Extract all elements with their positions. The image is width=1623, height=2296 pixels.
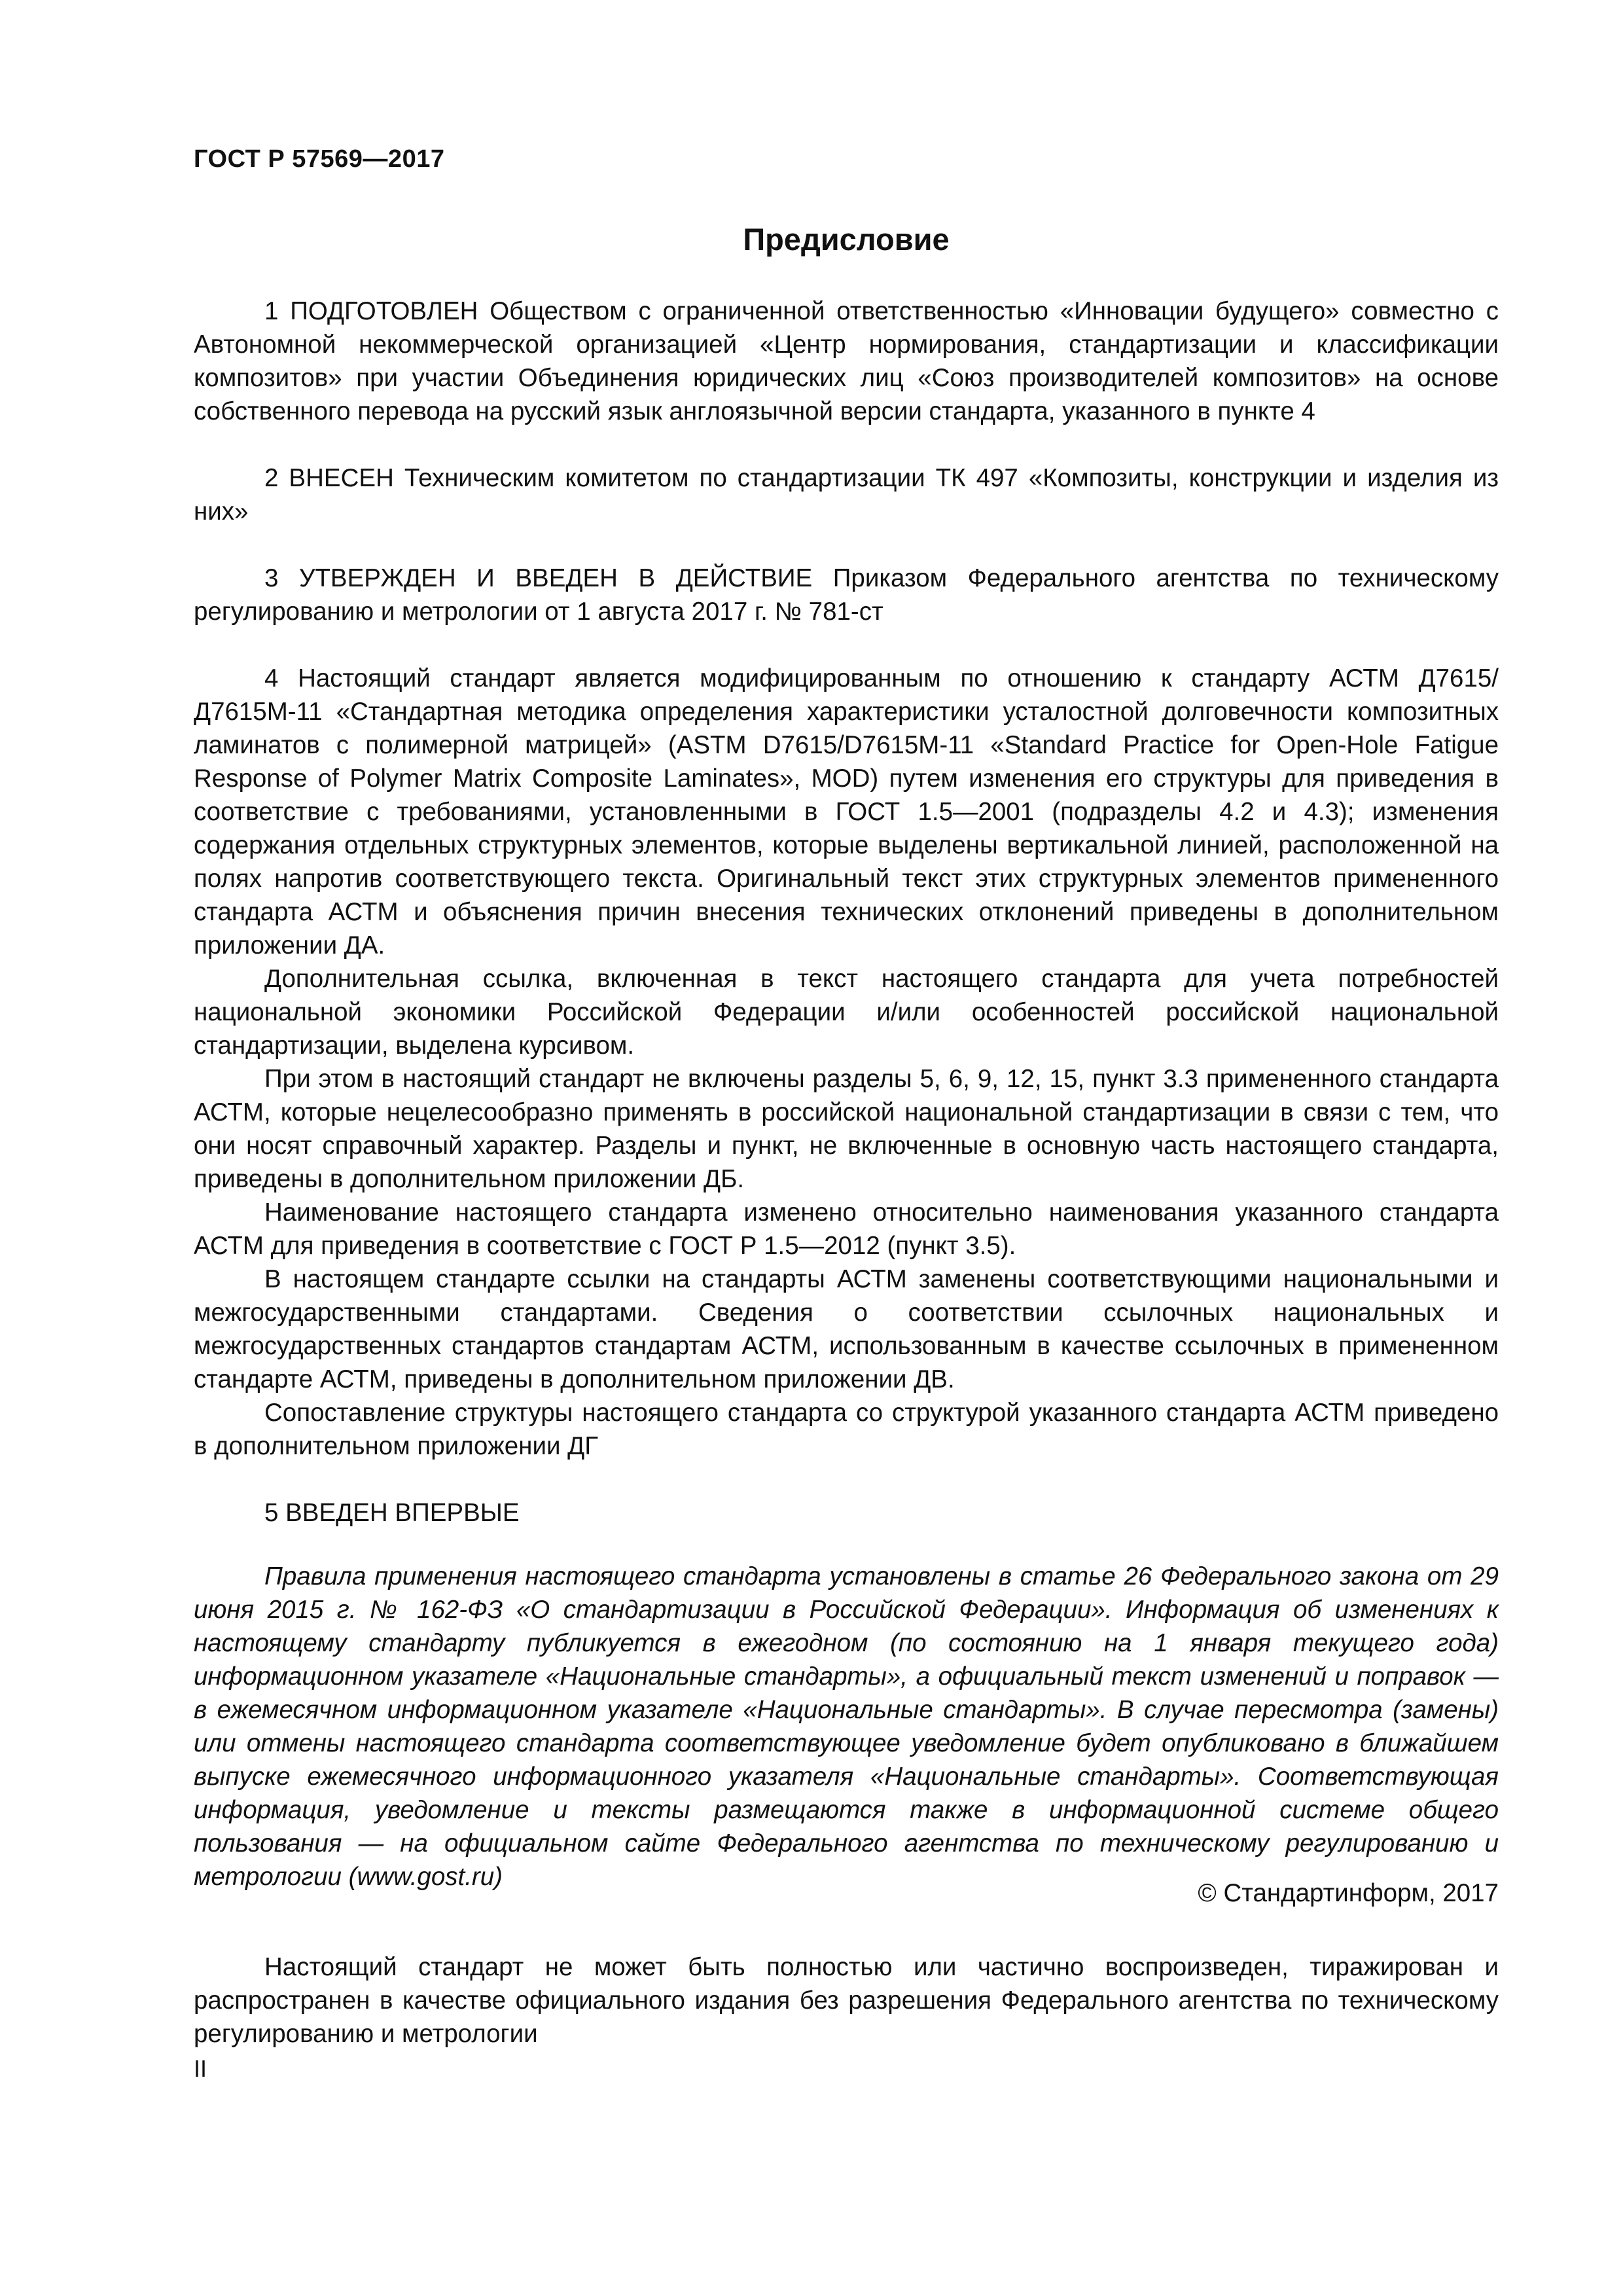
page-number: II — [194, 2055, 207, 2082]
item-5-first-introduced: 5 ВВЕДЕН ВПЕРВЫЕ — [264, 1499, 520, 1527]
item-4-references: В настоящем стандарте ссылки на стандарты АСТМ заменены соответствующими национальными и межгосударственными стандартами. Сведения о соответствии ссылочных национальных и межгосударственных стандартов стандартам АСТМ, использованным в качестве ссылочных в примененном стандарте АСТМ, приведены в дополнительном приложении ДВ. — [194, 1265, 1499, 1393]
item-2-introduced: 2 ВНЕСЕН Техническим комитетом по стандартизации ТК 497 «Композиты, конструкции и изделия из них» — [194, 464, 1499, 526]
page-title: Предисловие — [743, 222, 950, 257]
foreword-body — [194, 295, 1499, 1530]
reproduction-text: Настоящий стандарт не может быть полностью или частично воспроизведен, тиражирован и распространен в качестве официального издания без разрешения Федерального агентства по техническому регулированию и метрологии — [194, 1953, 1499, 2048]
application-rules-notice — [194, 1560, 1499, 1893]
copyright-line: © Стандартинформ, 2017 — [1198, 1879, 1499, 1907]
item-4-excluded-sections: При этом в настоящий стандарт не включены разделы 5, 6, 9, 12, 15, пункт 3.3 примененного стандарта АСТМ, которые нецелесообразно применять в российской национальной стандартизации в связи с тем, что они носят справочный характер. Разделы и пункт, не включенные в основную часть настоящего стандарта, приведены в дополнительном приложении ДБ. — [194, 1065, 1499, 1193]
item-4-modified: 4 Настоящий стандарт является модифицированным по отношению к стандарту АСТМ Д7615/Д7615М-11 «Стандартная методика определения характеристики усталостной долговечности композитных ламинатов с полимерной матрицей» (ASTM D7615/D7615M-11 «Standard Practice for Open-Hole Fatigue Response of Polymer Matrix Composite Laminates», MOD) путем изменения его структуры для приведения в соответствие с требованиями, установленными в ГОСТ 1.5—2001 (подразделы 4.2 и 4.3); изменения содержания отдельных структурных элементов, которые выделены вертикальной линией, расположенной на полях напротив соответствующего текста. Оригинальный текст этих структурных элементов примененного стандарта АСТМ и объяснения причин внесения технических отклонений приведены в дополнительном приложении ДА. — [194, 664, 1499, 960]
reproduction-notice — [194, 1950, 1499, 2051]
item-4-additional-reference: Дополнительная ссылка, включенная в текст настоящего стандарта для учета потребностей национальной экономики Российской Федерации и/или особенностей российской национальной стандартизации, выделена курсивом. — [194, 965, 1499, 1060]
item-4-structure-comparison: Сопоставление структуры настоящего стандарта со структурой указанного стандарта АСТМ приведено в дополнительном приложении ДГ — [194, 1399, 1499, 1460]
notice-text: Правила применения настоящего стандарта установлены в статье 26 Федерального закона от 29 июня 2015 г. № 162-ФЗ «О стандартизации в Российской Федерации». Информация об изменениях к настоящему стандарту публикуется в ежегодном (по состоянию на 1 января текущего года) информационном указателе «Национальные стандарты», а официальный текст изменений и поправок — в ежемесячном информационном указателе «Национальные стандарты». В случае пересмотра (замены) или отмены настоящего стандарта соответствующее уведомление будет опубликовано в ближайшем выпуске ежемесячного информационного указателя «Национальные стандарты». Соответствующая информация, уведомление и тексты размещаются также в информационной системе общего пользования — на официальном сайте Федерального агентства по техническому регулированию и метрологии (www.gost.ru) — [194, 1562, 1499, 1891]
item-3-approved: 3 УТВЕРЖДЕН И ВВЕДЕН В ДЕЙСТВИЕ Приказом Федерального агентства по техническому регулированию и метрологии от 1 августа 2017 г. № 781-ст — [194, 564, 1499, 626]
item-4-name-change: Наименование настоящего стандарта изменено относительно наименования указанного стандарта АСТМ для приведения в соответствие с ГОСТ Р 1.5—2012 (пункт 3.5). — [194, 1198, 1499, 1260]
item-1-prepared: 1 ПОДГОТОВЛЕН Обществом с ограниченной ответственностью «Инновации будущего» совместно с Автономной некоммерческой организацией «Центр нормирования, стандартизации и классификации композитов» при участии Объединения юридических лиц «Союз производителей композитов» на основе собственного перевода на русский язык англоязычной версии стандарта, указанного в пункте 4 — [194, 297, 1499, 425]
standard-code: ГОСТ Р 57569—2017 — [194, 145, 445, 173]
